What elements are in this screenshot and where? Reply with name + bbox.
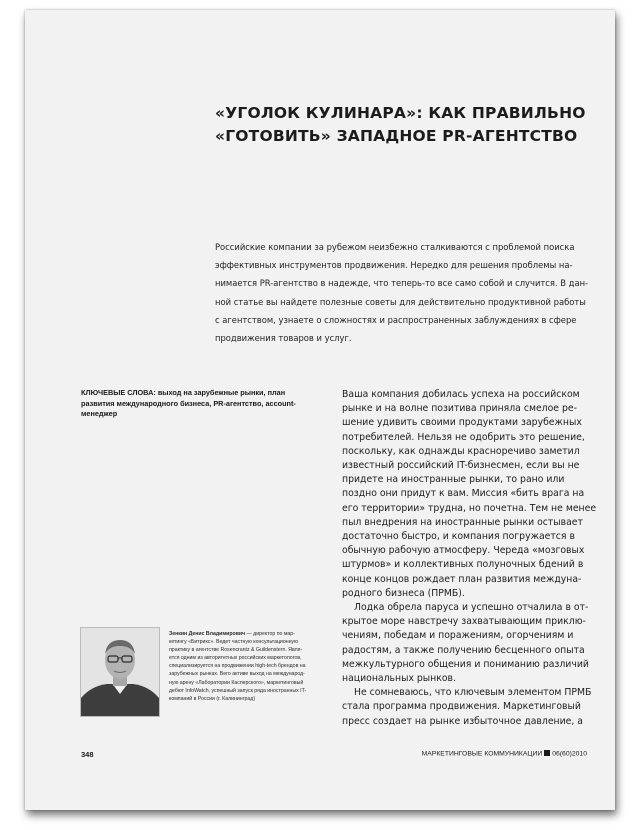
body-line: пресс создает на рынке избыточное давление, а <box>342 715 583 727</box>
title-line: «ГОТОВИТЬ» ЗАПАДНОЕ PR-АГЕНТСТВО <box>215 127 578 145</box>
body-line: поскольку, как однажды красноречиво заметил <box>342 445 580 457</box>
journal-footer <box>422 750 587 758</box>
body-line: Не сомневаюсь, что ключевым элементом ПРМБ <box>354 687 592 699</box>
author-photo <box>81 628 159 716</box>
body-line: Ваша компания добилась успеха на российском <box>342 389 580 400</box>
body-line: штурмов» и коллективных полуночных бдений в <box>342 559 584 571</box>
body-line: придете на иностранные рынки, то рано или <box>342 474 565 486</box>
magazine-page <box>25 10 615 810</box>
keywords-line: КЛЮЧЕВЫЕ СЛОВА: выход на зарубежные рынки, план <box>81 388 286 397</box>
paragraph-1 <box>342 388 597 601</box>
paragraph-3 <box>342 686 592 729</box>
author-name: Зенкин Денис Владимирович <box>169 631 246 637</box>
body-line: конце концов рождает план развития междуна- <box>342 573 582 585</box>
body-line: шение удивить своими продуктами зарубежных <box>342 417 582 429</box>
page-number: 348 <box>81 750 94 759</box>
lead-line: нимается PR-агентство в надежде, что теперь-то все само собой и случится. В дан- <box>215 278 589 289</box>
article-title <box>215 102 595 148</box>
bio-line: ную арену «Лаборатории Касперского», маркетинговый <box>169 679 304 686</box>
keywords-line: развития международного бизнеса, PR-агентство, account- <box>81 398 296 408</box>
bio-line: зарубежных рынках. Вего активе выход на международ- <box>169 671 305 678</box>
keywords-block <box>81 388 321 420</box>
article-lead <box>215 238 605 347</box>
bio-line: компаний в России (г. Калининград) <box>169 695 256 702</box>
body-line: достаточно быстро, и компания погружается в <box>342 531 575 543</box>
lead-line: ной статье вы найдете полезные советы для действительно продуктивной работы <box>215 296 586 307</box>
body-line: его территории» трудна, но почетна. Тем не менее <box>342 502 597 514</box>
body-line: рынке и на волне позитива приняла смелое ре- <box>342 403 577 415</box>
body-line: потребителей. Нельзя не одобрить это решение, <box>342 431 585 443</box>
body-line: стала программа продвижения. Маркетинговый <box>342 701 581 713</box>
keywords-line: менеджер <box>81 409 118 419</box>
paragraph-2 <box>342 601 592 686</box>
body-line: межкультурного общения и пониманию различий <box>342 658 589 670</box>
title-line: «УГОЛОК КУЛИНАРА»: КАК ПРАВИЛЬНО <box>215 104 586 122</box>
square-separator-icon <box>544 750 550 756</box>
body-line: пыл внедрения на иностранные рынки остывает <box>342 516 583 528</box>
bio-line: ется одним из авторитетных российских маркетологов, <box>169 655 302 662</box>
bio-line: практику в агентстве Rosencrantz & Guildenstern. Явля- <box>169 647 303 654</box>
body-line: обычную рабочую атмосферу. Череда «мозговых <box>342 545 585 557</box>
journal-name: МАРКЕТИНГОВЫЕ КОММУНИКАЦИИ <box>421 750 543 758</box>
body-line: Лодка обрела паруса и успешно отчалила в от- <box>354 602 589 614</box>
bio-line: кетингу «Битрикс». Ведет частную консультационную <box>169 639 298 646</box>
body-line: чениям, победам и поражениям, огорчениям и <box>342 630 574 642</box>
lead-line: эффективных инструментов продвижения. Нередко для решения проблемы на- <box>215 260 573 271</box>
lead-line: Российские компании за рубежом неизбежно сталкиваются с проблемой поиска <box>215 242 575 252</box>
bio-line: дебют InfoWatch, успешный запуск ряда иностранных IT- <box>169 687 307 694</box>
body-line: родного бизнеса (ПРМБ). <box>342 587 465 599</box>
bio-line: специализируется на продвижении high-tech брендов на <box>169 663 306 670</box>
author-bio <box>169 630 329 703</box>
body-line: радостям, а также получению бесценного опыта <box>342 644 585 656</box>
bio-line: — директор по мар- <box>245 631 295 637</box>
body-line: известный российский IT-бизнесмен, если вы не <box>342 460 580 472</box>
body-line: крытое море навстречу захватывающим приклю- <box>342 616 586 628</box>
lead-line: с агентством, узнаете о сложностях и распространенных заблуждениях в сфере <box>215 314 577 325</box>
issue-number: 06(60)2010 <box>552 750 587 758</box>
article-body <box>342 388 597 729</box>
author-portrait-icon <box>81 628 159 716</box>
lead-line: продвижения товаров и услуг. <box>215 333 352 344</box>
body-line: национальных рынков. <box>342 673 456 685</box>
body-line: поздно они придут к вам. Миссия «бить врага на <box>342 488 585 500</box>
